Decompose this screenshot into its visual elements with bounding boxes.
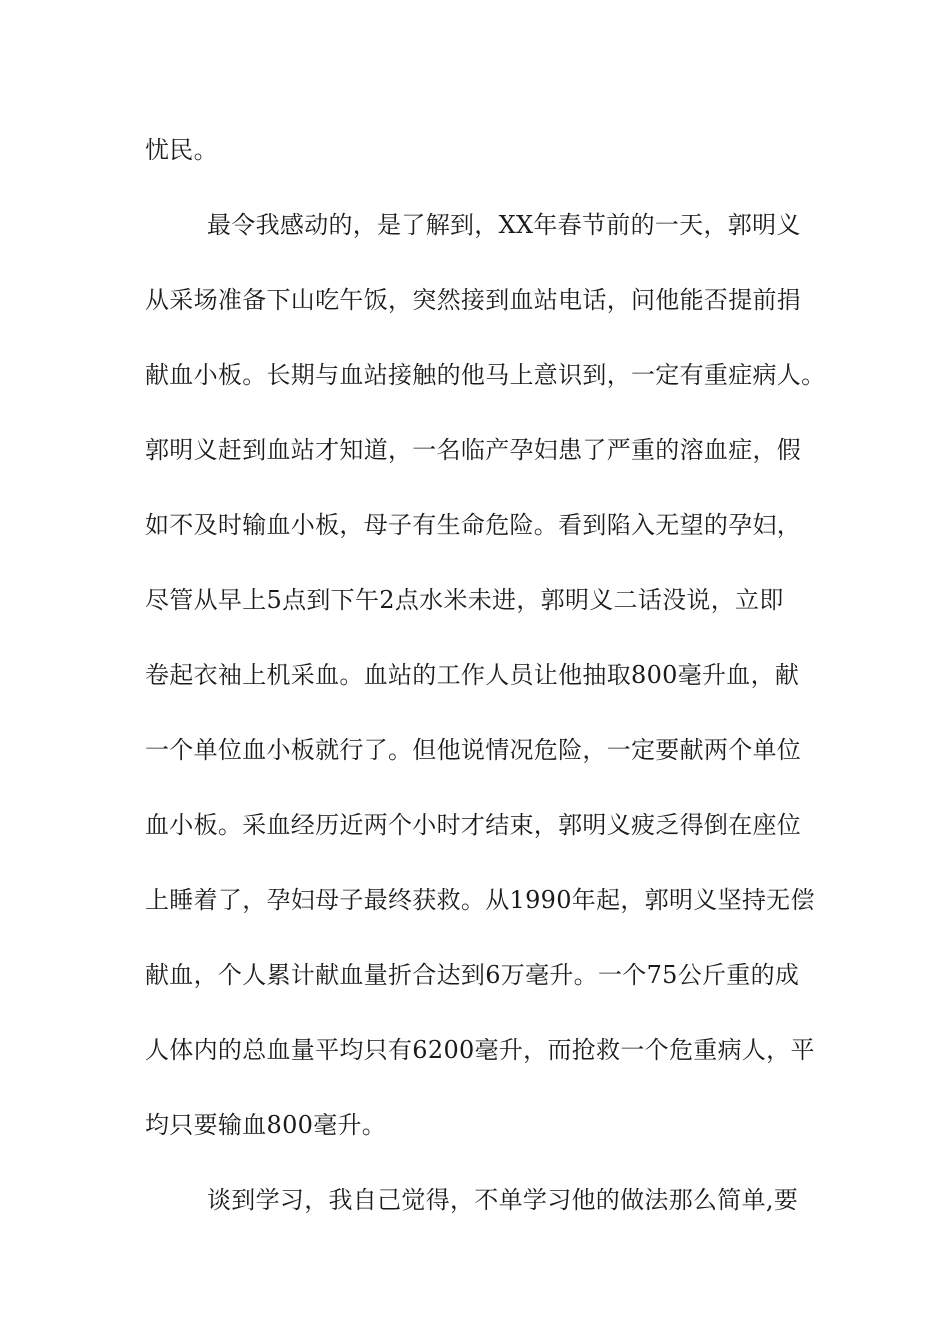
text-line: 卷起衣袖上机采血。血站的工作人员让他抽取800毫升血，献 — [145, 661, 800, 689]
text-line: 均只要输血800毫升。 — [145, 1111, 387, 1139]
text-line: 人体内的总血量平均只有6200毫升，而抢救一个危重病人，平 — [145, 1036, 815, 1064]
text-line: 献血，个人累计献血量折合达到6万毫升。一个75公斤重的成 — [145, 961, 800, 989]
text-line: 血小板。采血经历近两个小时才结束，郭明义疲乏得倒在座位 — [145, 811, 802, 839]
text-line: 忧民。 — [145, 136, 218, 164]
text-line: 从采场准备下山吃午饭，突然接到血站电话，问他能否提前捐 — [145, 286, 802, 314]
text-line: 一个单位血小板就行了。但他说情况危险，一定要献两个单位 — [145, 736, 802, 764]
paragraph-first-line: 最令我感动的，是了解到，XX年春节前的一天，郭明义 — [207, 211, 801, 239]
text-line: 如不及时输血小板，母子有生命危险。看到陷入无望的孕妇， — [145, 511, 802, 539]
text-line: 尽管从早上5点到下午2点水米未进，郭明义二话没说，立即 — [145, 586, 784, 614]
paragraph-first-line: 谈到学习，我自己觉得，不单学习他的做法那么简单,要 — [207, 1186, 799, 1214]
text-line: 上睡着了，孕妇母子最终获救。从1990年起，郭明义坚持无偿 — [145, 886, 815, 914]
text-line: 郭明义赶到血站才知道，一名临产孕妇患了严重的溶血症，假 — [145, 436, 802, 464]
text-line: 献血小板。长期与血站接触的他马上意识到，一定有重症病人。 — [145, 361, 826, 389]
